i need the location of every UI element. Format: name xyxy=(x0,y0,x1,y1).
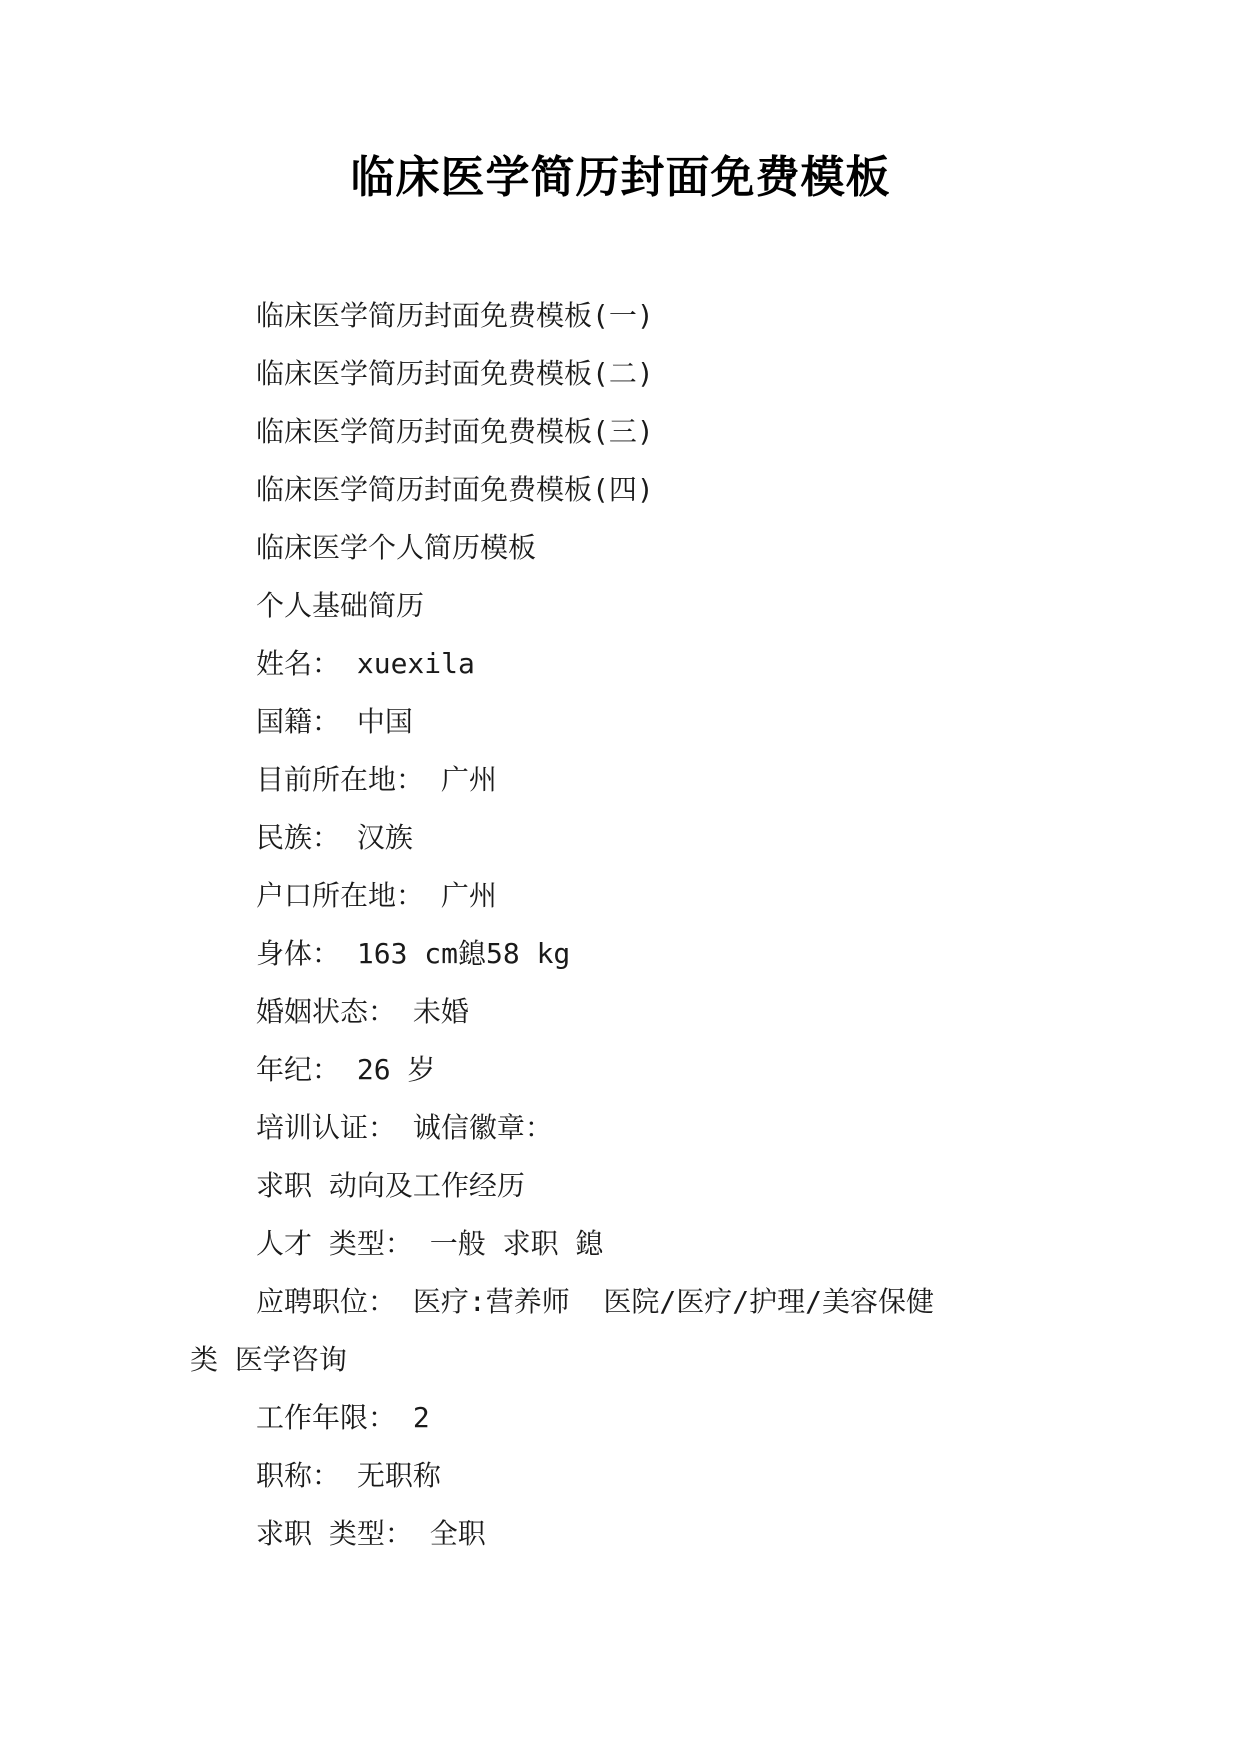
body-line: 民族： 汉族 xyxy=(256,821,413,854)
body-line: 姓名： xuexila xyxy=(256,647,475,680)
body-line: 应聘职位： 医疗:营养师 医院/医疗/护理/美容保健 xyxy=(256,1285,935,1318)
body-line: 临床医学简历封面免费模板(二) xyxy=(256,357,654,390)
body-line: 婚姻状态： 未婚 xyxy=(256,995,469,1028)
body-line: 临床医学简历封面免费模板(一) xyxy=(256,299,654,332)
document-title: 临床医学简历封面免费模板 xyxy=(350,152,891,203)
body-line: 人才 类型： 一般 求职 鎴 xyxy=(256,1227,604,1260)
body-line: 年纪： 26 岁 xyxy=(256,1053,436,1086)
body-line: 户口所在地： 广州 xyxy=(256,879,497,912)
body-line: 个人基础简历 xyxy=(256,589,425,622)
body-line: 职称： 无职称 xyxy=(256,1459,441,1492)
body-line: 临床医学简历封面免费模板(三) xyxy=(256,415,654,448)
body-line: 求职 类型： 全职 xyxy=(256,1517,486,1550)
body-line: 培训认证： 诚信徽章： xyxy=(256,1111,553,1144)
body-line: 临床医学个人简历模板 xyxy=(256,531,537,564)
body-line: 身体： 163 cm鎴58 kg xyxy=(256,937,571,970)
body-line: 目前所在地： 广州 xyxy=(256,763,497,796)
body-line: 工作年限： 2 xyxy=(256,1401,430,1434)
body-line: 临床医学简历封面免费模板(四) xyxy=(256,473,654,506)
document-body xyxy=(190,287,1060,1563)
body-line: 国籍： 中国 xyxy=(256,705,413,738)
body-line-continuation: 类 医学咨询 xyxy=(190,1343,347,1376)
body-line: 求职 动向及工作经历 xyxy=(256,1169,525,1202)
